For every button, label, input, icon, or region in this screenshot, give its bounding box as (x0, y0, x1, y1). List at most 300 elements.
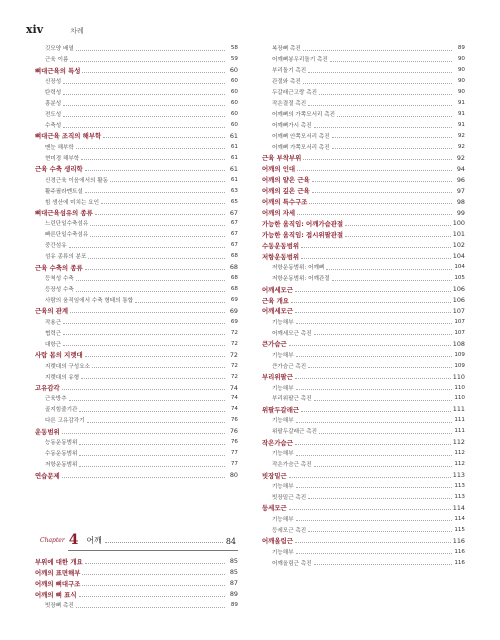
toc-subsection-entry[interactable] (35, 87, 238, 98)
toc-entry-page: 89 (230, 602, 238, 609)
toc-entry-page: 110 (454, 395, 465, 402)
toc-entry-page: 91 (457, 111, 465, 118)
toc-entry-label: 등세모근 촉진 (272, 527, 307, 534)
toc-entry-page: 107 (454, 329, 465, 336)
toc-leader-dots (296, 422, 452, 423)
toc-leader-dots (85, 269, 225, 270)
toc-leader-dots (70, 312, 225, 313)
toc-leader-dots (85, 356, 225, 357)
toc-leader-dots (87, 422, 225, 423)
toc-section-entry[interactable] (262, 251, 465, 262)
toc-leader-dots (295, 312, 451, 313)
toc-leader-dots (289, 477, 451, 478)
toc-entry-label: 어깨세모근 (262, 285, 293, 294)
toc-entry-label: 위팔두갈래근 (262, 405, 300, 414)
toc-section-entry[interactable] (262, 207, 465, 218)
toc-leader-dots (314, 334, 452, 335)
toc-leader-dots (85, 170, 225, 171)
toc-subsection-entry[interactable] (35, 185, 238, 196)
toc-subsection-entry[interactable] (35, 448, 238, 459)
toc-entry-label: 큰가슴근 (262, 340, 287, 349)
toc-entry-label: 가능한 움직임: 접시위팔관절 (262, 230, 344, 239)
toc-leader-dots (295, 542, 451, 543)
toc-section-entry[interactable] (262, 229, 465, 240)
toc-left-column (35, 43, 238, 481)
toc-leader-dots (332, 148, 452, 149)
toc-entry-page: 68 (230, 275, 238, 282)
toc-section-entry[interactable] (262, 404, 465, 415)
toc-entry-label: 기능해부 (272, 516, 294, 523)
toc-entry-page: 65 (230, 198, 238, 205)
toc-entry-label: 깃모양 배열 (45, 46, 74, 53)
toc-leader-dots (82, 574, 225, 575)
toc-subsection-entry[interactable] (262, 98, 465, 109)
toc-entry-label: 저항운동범위 (45, 462, 78, 469)
toc-entry-page: 112 (452, 438, 465, 447)
toc-leader-dots (309, 203, 452, 204)
toc-section-entry[interactable] (35, 589, 238, 600)
toc-entry-label: 뼈대근육의 특성 (35, 66, 81, 75)
toc-entry-label: 근육방추 (45, 396, 67, 403)
toc-leader-dots (296, 487, 452, 488)
toc-subsection-entry[interactable] (35, 218, 238, 229)
toc-subsection-entry[interactable] (262, 43, 465, 54)
toc-entry-label: 작은가슴근 촉진 (272, 462, 312, 469)
toc-entry-page: 108 (452, 339, 465, 348)
toc-leader-dots (63, 334, 225, 335)
toc-entry-label: 어깨뼈 안쪽모서리 촉진 (272, 133, 330, 140)
toc-entry-page: 76 (229, 427, 238, 436)
toc-entry-label: 수동운동범위 (45, 451, 78, 458)
toc-leader-dots (314, 466, 452, 467)
toc-entry-page: 107 (452, 306, 465, 315)
toc-entry-label: 근육 수축의 종류 (35, 263, 83, 272)
toc-leader-dots (79, 466, 225, 467)
toc-entry-label: 부리위팔근 (262, 373, 293, 382)
toc-leader-dots (296, 356, 452, 357)
toc-entry-page: 74 (229, 383, 238, 392)
toc-entry-page: 72 (229, 350, 238, 359)
toc-subsection-entry[interactable] (262, 513, 465, 524)
toc-entry-label: 수축성 (45, 123, 62, 130)
toc-entry-page: 60 (230, 100, 238, 107)
toc-entry-page: 67 (230, 220, 238, 227)
toc-leader-dots (301, 411, 451, 412)
toc-subsection-entry[interactable] (262, 546, 465, 557)
toc-subsection-entry[interactable] (35, 229, 238, 240)
toc-subsection-entry[interactable] (262, 448, 465, 459)
toc-subsection-entry[interactable] (262, 262, 465, 273)
toc-subsection-entry[interactable] (262, 141, 465, 152)
toc-leader-dots (76, 148, 225, 149)
toc-leader-dots (301, 247, 451, 248)
toc-subsection-entry[interactable] (35, 98, 238, 109)
toc-leader-dots (88, 258, 225, 259)
toc-subsection-entry[interactable] (35, 600, 238, 611)
toc-entry-page: 76 (230, 439, 238, 446)
toc-subsection-entry[interactable] (35, 141, 238, 152)
toc-leader-dots (85, 192, 225, 193)
toc-subsection-entry[interactable] (35, 196, 238, 207)
chapter-rule (68, 550, 238, 551)
toc-entry-page: 98 (456, 197, 465, 206)
toc-subsection-entry[interactable] (35, 152, 238, 163)
toc-section-entry[interactable] (262, 284, 465, 295)
toc-entry-label: 어깨올림근 (262, 537, 293, 546)
toc-leader-dots (296, 389, 452, 390)
toc-leader-dots (314, 400, 452, 401)
toc-subsection-entry[interactable] (262, 415, 465, 426)
toc-entry-label: 연습문제 (35, 471, 60, 480)
toc-subsection-entry[interactable] (262, 109, 465, 120)
toc-entry-label: 기능해부 (272, 352, 294, 359)
toc-entry-page: 99 (456, 208, 465, 217)
toc-leader-dots (319, 94, 452, 95)
toc-leader-dots (308, 498, 452, 499)
toc-entry-page: 116 (452, 536, 465, 545)
toc-section-entry[interactable] (35, 262, 238, 273)
toc-entry-page: 72 (230, 373, 238, 380)
toc-entry-label: 탄력성 (45, 90, 62, 97)
toc-entry-label: 큰가슴근 촉진 (272, 363, 307, 370)
toc-subsection-entry[interactable] (262, 131, 465, 142)
toc-entry-label: 어깨올림근 촉진 (272, 560, 312, 567)
toc-entry-page: 92 (456, 153, 465, 162)
toc-entry-page: 111 (454, 417, 465, 424)
toc-entry-label: 수동운동범위 (262, 241, 300, 250)
toc-entry-label: 흥분성 (45, 101, 62, 108)
toc-entry-page: 61 (230, 143, 238, 150)
toc-entry-label: 작은결절 촉진 (272, 101, 307, 108)
toc-entry-label: 다른 고유감각기 (45, 418, 85, 425)
toc-leader-dots (79, 411, 225, 412)
toc-leader-dots (81, 159, 225, 160)
toc-entry-label: 중간섬유 (45, 243, 67, 250)
toc-entry-page: 107 (454, 318, 465, 325)
toc-section-entry[interactable] (262, 174, 465, 185)
toc-leader-dots (308, 367, 452, 368)
toc-section-entry[interactable] (262, 338, 465, 349)
toc-entry-label: 저항운동범위: 어깨뼈 (272, 265, 325, 272)
toc-subsection-entry[interactable] (35, 360, 238, 371)
toc-entry-label: 두갈래근고랑 촉진 (272, 90, 318, 97)
toc-leader-dots (76, 291, 225, 292)
toc-entry-page: 110 (454, 384, 465, 391)
toc-entry-label: 빗장밑근 촉진 (272, 494, 307, 501)
toc-section-entry[interactable] (262, 196, 465, 207)
toc-entry-label: 어깨뼈가시 촉진 (272, 123, 312, 130)
toc-entry-page: 90 (457, 67, 465, 74)
toc-entry-label: 어깨의 인대 (262, 165, 296, 174)
toc-entry-page: 68 (230, 253, 238, 260)
toc-section-entry[interactable] (262, 185, 465, 196)
toc-section-entry[interactable] (262, 535, 465, 546)
toc-entry-label: 지렛대의 유형 (45, 374, 80, 381)
toc-leader-dots (63, 116, 225, 117)
toc-entry-page: 67 (230, 242, 238, 249)
toc-leader-dots (76, 50, 225, 51)
toc-leader-dots (63, 94, 225, 95)
toc-leader-dots (62, 477, 225, 478)
toc-entry-page: 61 (230, 154, 238, 161)
toc-subsection-entry[interactable] (35, 437, 238, 448)
toc-leader-dots (312, 192, 452, 193)
toc-entry-label: 부리위팔근 촉진 (272, 396, 312, 403)
toc-section-entry[interactable] (262, 371, 465, 382)
toc-leader-dots (337, 116, 452, 117)
toc-section-entry[interactable] (35, 426, 238, 437)
toc-subsection-entry[interactable] (262, 87, 465, 98)
toc-leader-dots (308, 531, 452, 532)
toc-entry-page: 61 (230, 176, 238, 183)
toc-subsection-entry[interactable] (262, 327, 465, 338)
toc-entry-page: 104 (452, 252, 465, 261)
toc-section-entry[interactable] (35, 306, 238, 317)
toc-entry-label: 근육의 관계 (35, 307, 69, 316)
toc-subsection-entry[interactable] (262, 65, 465, 76)
toc-entry-label: 저항운동범위 (262, 252, 300, 261)
toc-leader-dots (90, 225, 225, 226)
toc-entry-page: 100 (452, 219, 465, 228)
toc-leader-dots (308, 72, 452, 73)
toc-section-entry[interactable] (35, 207, 238, 218)
toc-entry-label: 활주필라멘트설 (45, 188, 83, 195)
toc-section-entry[interactable] (262, 218, 465, 229)
toc-subsection-entry[interactable] (262, 393, 465, 404)
toc-subsection-entry[interactable] (35, 251, 238, 262)
toc-section-entry[interactable] (35, 567, 238, 578)
toc-subsection-entry[interactable] (35, 316, 238, 327)
toc-subsection-entry[interactable] (262, 54, 465, 65)
toc-subsection-entry[interactable] (262, 382, 465, 393)
toc-leader-dots (291, 302, 451, 303)
toc-leader-dots (295, 291, 451, 292)
toc-entry-label: 복장뼈 촉진 (272, 46, 301, 53)
toc-leader-dots (289, 509, 451, 510)
toc-subsection-entry[interactable] (35, 240, 238, 251)
toc-entry-label: 힘 생산에 미치는 요인 (45, 199, 99, 206)
toc-entry-label: 운동범위 (35, 427, 60, 436)
toc-entry-label: 작용근 (45, 319, 62, 326)
toc-entry-label: 등세모근 (262, 504, 287, 513)
toc-section-entry[interactable] (262, 306, 465, 317)
toc-entry-label: 사람의 움직임에서 수축 형태의 통합 (45, 298, 134, 305)
toc-entry-label: 기능해부 (272, 451, 294, 458)
toc-entry-page: 60 (230, 78, 238, 85)
toc-entry-page: 109 (454, 362, 465, 369)
toc-entry-page: 90 (457, 78, 465, 85)
toc-subsection-entry[interactable] (262, 426, 465, 437)
toc-entry-label: 기능해부 (272, 483, 294, 490)
toc-subsection-entry[interactable] (35, 371, 238, 382)
toc-entry-page: 67 (230, 231, 238, 238)
toc-subsection-entry[interactable] (262, 316, 465, 327)
toc-subsection-entry[interactable] (35, 459, 238, 470)
toc-entry-page: 77 (230, 450, 238, 457)
toc-entry-page: 91 (457, 100, 465, 107)
toc-section-entry[interactable] (35, 556, 238, 567)
toc-leader-dots (312, 181, 452, 182)
toc-leader-dots (82, 72, 225, 73)
toc-entry-label: 어깨세모근 촉진 (272, 330, 312, 337)
toc-leader-dots (79, 596, 226, 597)
toc-section-entry[interactable] (262, 295, 465, 306)
toc-subsection-entry[interactable] (262, 557, 465, 568)
toc-entry-page: 90 (457, 56, 465, 63)
toc-entry-label: 뼈대근육 조직의 해부학 (35, 132, 102, 141)
toc-section-entry[interactable] (262, 152, 465, 163)
chapter-page: 84 (225, 537, 236, 546)
toc-entry-page: 68 (229, 263, 238, 272)
toc-entry-page: 101 (452, 230, 465, 239)
toc-entry-page: 114 (452, 503, 465, 512)
toc-entry-label: 어깨의 표면해부 (35, 568, 81, 577)
toc-section-entry[interactable] (35, 382, 238, 393)
page-number: xiv (26, 23, 44, 36)
toc-entry-page: 72 (230, 362, 238, 369)
toc-entry-label: 뼈대근육섬유의 종류 (35, 209, 93, 218)
toc-subsection-entry[interactable] (35, 338, 238, 349)
toc-entry-page: 61 (229, 164, 238, 173)
toc-entry-page: 69 (230, 297, 238, 304)
toc-section-entry[interactable] (262, 437, 465, 448)
toc-entry-label: 현미경 해부학 (45, 155, 80, 162)
toc-entry-label: 작은가슴근 (262, 438, 293, 447)
toc-leader-dots (62, 433, 225, 434)
toc-entry-page: 94 (456, 164, 465, 173)
toc-entry-label: 근육 부착부위 (262, 154, 302, 163)
chapter-title: 어깨 (86, 536, 102, 545)
toc-leader-dots (303, 159, 452, 160)
toc-section-entry[interactable] (35, 131, 238, 142)
toc-section-entry[interactable] (35, 349, 238, 360)
toc-entry-page: 116 (454, 548, 465, 555)
toc-entry-label: 전도성 (45, 112, 62, 119)
toc-section-entry[interactable] (35, 470, 238, 481)
toc-subsection-entry[interactable] (35, 284, 238, 295)
toc-entry-page: 90 (457, 89, 465, 96)
toc-entry-label: 어깨뼈의 가쪽모서리 촉진 (272, 112, 335, 119)
toc-entry-label: 저항운동범위: 어깨관절 (272, 276, 330, 283)
chapter-leader (105, 542, 223, 543)
toc-entry-page: 113 (452, 471, 465, 480)
toc-section-entry[interactable] (35, 163, 238, 174)
toc-entry-page: 89 (457, 45, 465, 52)
toc-section-entry[interactable] (262, 470, 465, 481)
toc-subsection-entry[interactable] (262, 360, 465, 371)
toc-entry-label: 신장성 (45, 79, 62, 86)
toc-section-entry[interactable] (262, 502, 465, 513)
toc-subsection-entry[interactable] (35, 43, 238, 54)
toc-subsection-entry[interactable] (262, 481, 465, 492)
toc-entry-label: 어깨뼈 가쪽모서리 촉진 (272, 144, 330, 151)
toc-entry-label: 어깨의 뼈대구조 (35, 579, 81, 588)
toc-section-entry[interactable] (262, 240, 465, 251)
toc-entry-label: 맨눈 해부학 (45, 144, 74, 151)
toc-left-column-chapter4 (35, 556, 238, 611)
toc-subsection-entry[interactable] (262, 76, 465, 87)
toc-entry-page: 106 (452, 285, 465, 294)
toc-entry-page: 60 (230, 111, 238, 118)
toc-subsection-entry[interactable] (262, 524, 465, 535)
toc-entry-page: 77 (230, 461, 238, 468)
toc-subsection-entry[interactable] (35, 76, 238, 87)
toc-entry-page: 114 (454, 515, 465, 522)
toc-subsection-entry[interactable] (262, 273, 465, 284)
toc-entry-page: 96 (456, 175, 465, 184)
toc-leader-dots (103, 137, 225, 138)
toc-subsection-entry[interactable] (35, 393, 238, 404)
toc-subsection-entry[interactable] (35, 404, 238, 415)
toc-subsection-entry[interactable] (262, 120, 465, 131)
toc-leader-dots (79, 444, 225, 445)
toc-entry-page: 67 (229, 208, 238, 217)
toc-leader-dots (289, 345, 451, 346)
toc-leader-dots (70, 61, 225, 62)
toc-entry-label: 골지힘줄기관 (45, 407, 78, 414)
toc-entry-label: 지렛대의 구성요소 (45, 363, 91, 370)
toc-entry-label: 근육 수축 생리학 (35, 165, 83, 174)
toc-leader-dots (297, 214, 452, 215)
chapter-heading[interactable] (40, 528, 236, 548)
toc-leader-dots (90, 236, 225, 237)
toc-leader-dots (63, 83, 225, 84)
toc-section-entry[interactable] (35, 578, 238, 589)
toc-entry-label: 부리돌기 촉진 (272, 68, 307, 75)
toc-entry-page: 85 (229, 557, 238, 566)
toc-entry-label: 빗장밑근 (262, 471, 287, 480)
toc-subsection-entry[interactable] (35, 174, 238, 185)
toc-entry-page: 109 (454, 351, 465, 358)
toc-entry-page: 89 (229, 590, 238, 599)
toc-entry-page: 105 (454, 275, 465, 282)
toc-entry-page: 92 (457, 143, 465, 150)
header-title: 차례 (70, 27, 84, 35)
toc-subsection-entry[interactable] (35, 327, 238, 338)
toc-entry-label: 기능해부 (272, 385, 294, 392)
toc-leader-dots (95, 214, 225, 215)
toc-subsection-entry[interactable] (262, 491, 465, 502)
toc-leader-dots (314, 127, 452, 128)
toc-section-entry[interactable] (262, 163, 465, 174)
toc-leader-dots (76, 607, 225, 608)
toc-entry-page: 92 (457, 132, 465, 139)
toc-entry-label: 어깨의 자세 (262, 209, 296, 218)
toc-section-entry[interactable] (35, 65, 238, 76)
toc-subsection-entry[interactable] (35, 120, 238, 131)
toc-entry-page: 102 (452, 241, 465, 250)
toc-leader-dots (345, 236, 451, 237)
chapter-number: 4 (68, 532, 79, 548)
toc-subsection-entry[interactable] (262, 459, 465, 470)
toc-subsection-entry[interactable] (35, 295, 238, 306)
toc-entry-page: 74 (230, 406, 238, 413)
toc-leader-dots (295, 378, 451, 379)
toc-subsection-entry[interactable] (35, 273, 238, 284)
toc-subsection-entry[interactable] (35, 415, 238, 426)
toc-entry-label: 기능해부 (272, 319, 294, 326)
toc-entry-label: 기능해부 (272, 549, 294, 556)
toc-subsection-entry[interactable] (35, 54, 238, 65)
toc-entry-page: 68 (230, 286, 238, 293)
toc-entry-page: 80 (229, 471, 238, 480)
toc-subsection-entry[interactable] (35, 109, 238, 120)
toc-entry-page: 69 (230, 318, 238, 325)
toc-entry-label: 신경근육 이음에서의 활동 (45, 177, 108, 184)
toc-subsection-entry[interactable] (262, 349, 465, 360)
toc-leader-dots (326, 269, 452, 270)
toc-entry-page: 61 (229, 131, 238, 140)
